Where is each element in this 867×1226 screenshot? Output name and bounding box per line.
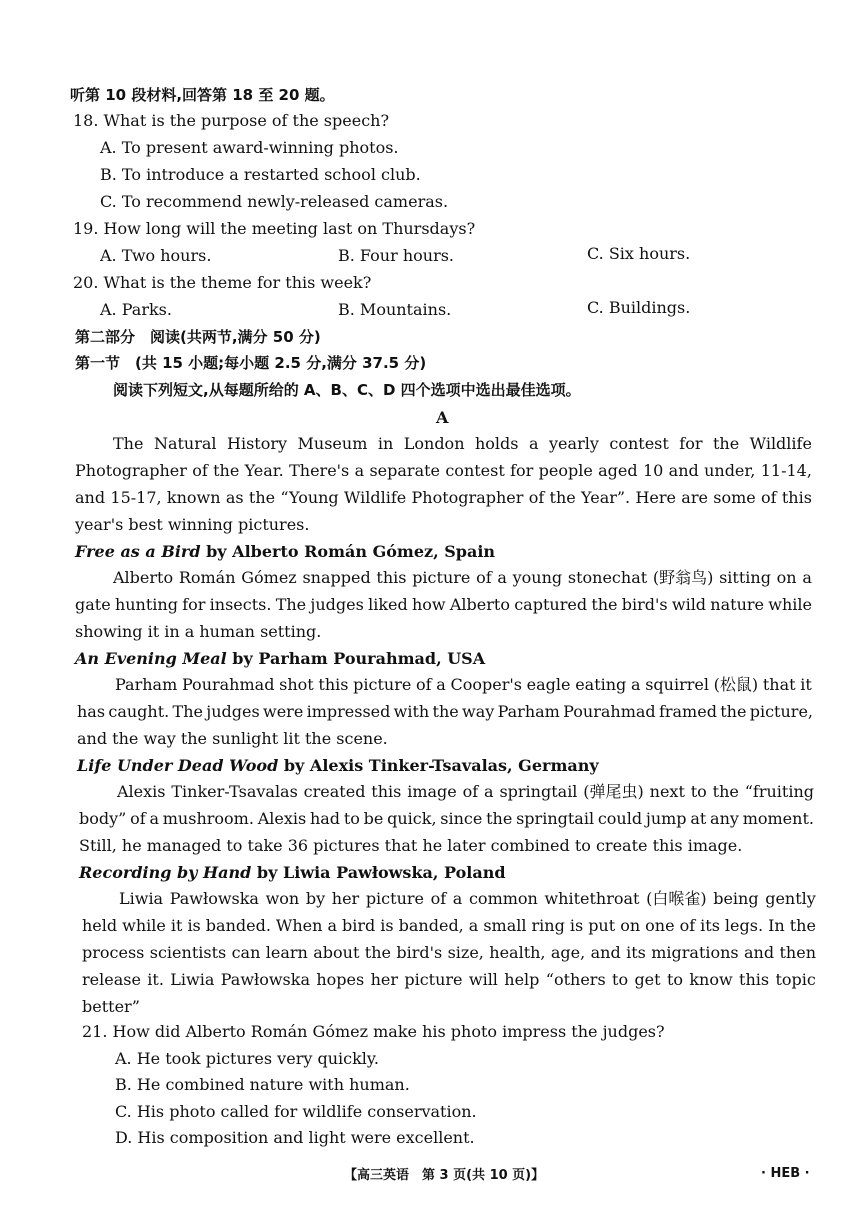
footer-code: · HEB · [761, 1166, 810, 1181]
passage-intro-line-1: The Natural History Museum in London holds a yearly contest for the Wildlife [113, 434, 812, 453]
q20-option-c: C. Buildings. [587, 298, 691, 317]
entry-3-line-3: Still, he managed to take 36 pictures that he later combined to create this image. [79, 836, 743, 855]
q21-stem: 21. How did Alberto Román Gómez make his photo impress the judges? [82, 1022, 665, 1041]
entry-4-line-3: process scientists can learn about the bird's size, health, age, and its migrations and then [82, 943, 816, 962]
entry-3-byline: by Alexis Tinker-Tsavalas, Germany [278, 756, 599, 775]
entry-4-heading [79, 863, 506, 883]
entry-4-line-4: release it. Liwia Pawłowska hopes her picture will help “others to get to know this topic [82, 970, 816, 989]
entry-2-line-2: has caught. The judges were impressed with the way Parham Pourahmad framed the picture, [77, 702, 813, 721]
entry-4-byline: by Liwia Pawłowska, Poland [251, 863, 506, 882]
entry-1-line-3: showing it in a human setting. [75, 622, 322, 641]
passage-intro-line-3: and 15-17, known as the “Young Wildlife Photographer of the Year”. Here are some of this [75, 488, 812, 507]
q21-option-b: B. He combined nature with human. [115, 1075, 410, 1094]
q18-option-b: B. To introduce a restarted school club. [100, 165, 421, 184]
entry-1-title: Free as a Bird [75, 542, 201, 561]
entry-1-line-2: gate hunting for insects. The judges liked how Alberto captured the bird's wild nature while [75, 595, 812, 614]
q21-option-c: C. His photo called for wildlife conservation. [115, 1102, 477, 1121]
part2-section1-title: 第一节 (共 15 小题;每小题 2.5 分,满分 37.5 分) [75, 354, 427, 372]
page-footer: 【高三英语 第 3 页(共 10 页)】 [344, 1168, 545, 1183]
entry-2-title: An Evening Meal [75, 649, 227, 668]
q18-option-a: A. To present award-winning photos. [100, 138, 399, 157]
passage-intro-line-2: Photographer of the Year. There's a separate contest for people aged 10 and under, 11-14, [75, 461, 812, 480]
q18-option-c: C. To recommend newly-released cameras. [100, 192, 449, 211]
entry-2-line-1: Parham Pourahmad shot this picture of a Cooper's eagle eating a squirrel (松鼠) that it [115, 675, 812, 694]
entry-4-line-2: held while it is banded. When a bird is banded, a small ring is put on one of its legs. In the [82, 916, 816, 935]
q20-stem: 20. What is the theme for this week? [73, 273, 372, 292]
entry-3-line-2: body” of a mushroom. Alexis had to be quick, since the springtail could jump at any moment. [79, 809, 814, 828]
entry-4-line-5: better” [82, 997, 140, 1016]
entry-1-byline: by Alberto Román Gómez, Spain [200, 542, 496, 561]
q18-stem: 18. What is the purpose of the speech? [73, 111, 390, 130]
q19-stem: 19. How long will the meeting last on Thursdays? [73, 219, 476, 238]
entry-3-heading [77, 756, 599, 776]
entry-1-heading [75, 542, 495, 562]
q19-option-b: B. Four hours. [338, 246, 455, 265]
q21-option-a: A. He took pictures very quickly. [115, 1049, 379, 1068]
part2-title: 第二部分 阅读(共两节,满分 50 分) [75, 328, 321, 346]
q21-option-d: D. His composition and light were excellent. [115, 1128, 475, 1147]
entry-4-title: Recording by Hand [79, 863, 252, 882]
entry-4-line-1: Liwia Pawłowska won by her picture of a common whitethroat (白喉雀) being gently [119, 889, 816, 908]
part2-instruction: 阅读下列短文,从每题所给的 A、B、C、D 四个选项中选出最佳选项。 [113, 381, 581, 399]
entry-3-title: Life Under Dead Wood [77, 756, 279, 775]
listening-instruction: 听第 10 段材料,回答第 18 至 20 题。 [70, 86, 335, 104]
passage-intro-line-4: year's best winning pictures. [75, 515, 310, 534]
entry-3-line-1: Alexis Tinker-Tsavalas created this image of a springtail (弹尾虫) next to the “fruiting [117, 782, 814, 801]
entry-1-line-1: Alberto Román Gómez snapped this picture of a young stonechat (野翁鸟) sitting on a [113, 568, 812, 587]
entry-2-byline: by Parham Pourahmad, USA [226, 649, 486, 668]
passage-label: A [436, 408, 449, 427]
entry-2-heading [75, 649, 485, 669]
q20-option-a: A. Parks. [100, 300, 172, 319]
q20-option-b: B. Mountains. [338, 300, 452, 319]
entry-2-line-3: and the way the sunlight lit the scene. [77, 729, 388, 748]
q19-option-c: C. Six hours. [587, 244, 691, 263]
q19-option-a: A. Two hours. [100, 246, 212, 265]
